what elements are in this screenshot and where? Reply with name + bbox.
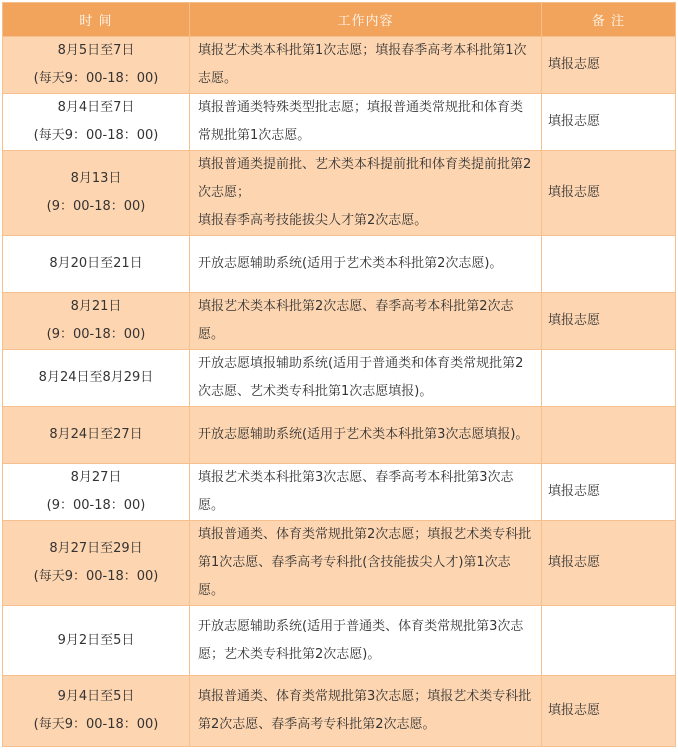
time-cell bbox=[3, 521, 190, 606]
schedule-table bbox=[2, 2, 676, 747]
work-line: 填报普通类提前批、艺术类本科提前批和体育类提前批第2次志愿； bbox=[198, 157, 532, 200]
time-line: (9：00-18：00) bbox=[46, 327, 146, 342]
note-cell bbox=[542, 407, 676, 464]
note-cell: 填报志愿 bbox=[542, 521, 676, 606]
header-time: 时 间 bbox=[3, 3, 190, 37]
table-row bbox=[3, 94, 676, 151]
work-cell: 开放志愿辅助系统(适用于普通类、体育类常规批第3次志愿；艺术类专科批第2次志愿)。 bbox=[190, 606, 542, 676]
time-line: 9月2日至5日 bbox=[57, 632, 135, 648]
table-row bbox=[3, 606, 676, 676]
time-line: (每天9：00-18：00) bbox=[33, 569, 159, 584]
work-cell: 填报艺术类本科批第1次志愿；填报春季高考本科批第1次志愿。 bbox=[190, 37, 542, 94]
time-line: (9：00-18：00) bbox=[46, 199, 146, 214]
note-cell bbox=[542, 606, 676, 676]
note-cell: 填报志愿 bbox=[542, 94, 676, 151]
header-row bbox=[3, 3, 676, 37]
time-line: 8月21日 bbox=[70, 299, 122, 314]
time-line: 8月13日 bbox=[70, 171, 122, 186]
note-cell bbox=[542, 236, 676, 293]
time-line: (每天9：00-18：00) bbox=[33, 71, 159, 86]
work-cell: 填报普通类、体育类常规批第3次志愿；填报艺术类专科批第2次志愿、春季高考专科批第2次志愿。 bbox=[190, 676, 542, 747]
table-row bbox=[3, 350, 676, 407]
time-line: 9月4日至5日 bbox=[57, 689, 135, 704]
time-line: 8月20日至21日 bbox=[49, 256, 143, 271]
table-row bbox=[3, 236, 676, 293]
note-cell: 填报志愿 bbox=[542, 293, 676, 350]
table-row bbox=[3, 521, 676, 606]
table-row bbox=[3, 676, 676, 747]
time-line: 8月4日至7日 bbox=[57, 100, 135, 115]
time-line: 8月27日至29日 bbox=[49, 541, 143, 556]
time-cell bbox=[3, 37, 190, 94]
time-cell bbox=[3, 407, 190, 464]
table-row bbox=[3, 293, 676, 350]
time-cell bbox=[3, 350, 190, 407]
note-cell: 填报志愿 bbox=[542, 151, 676, 236]
work-cell: 填报艺术类本科批第2次志愿、春季高考本科批第2次志愿。 bbox=[190, 293, 542, 350]
table-row bbox=[3, 151, 676, 236]
time-line: 8月5日至7日 bbox=[57, 43, 135, 58]
time-line: (每天9：00-18：00) bbox=[33, 128, 159, 143]
note-cell: 填报志愿 bbox=[542, 37, 676, 94]
time-cell bbox=[3, 151, 190, 236]
time-line: (9：00-18：00) bbox=[46, 498, 146, 513]
work-cell: 填报艺术类本科批第3次志愿、春季高考本科批第3次志愿。 bbox=[190, 464, 542, 521]
table-body bbox=[3, 37, 676, 747]
time-cell bbox=[3, 464, 190, 521]
note-cell: 填报志愿 bbox=[542, 464, 676, 521]
time-cell bbox=[3, 606, 190, 676]
time-cell bbox=[3, 236, 190, 293]
time-line: 8月27日 bbox=[70, 470, 122, 485]
work-cell bbox=[190, 151, 542, 236]
time-line: 8月24日至27日 bbox=[49, 427, 143, 442]
table-row bbox=[3, 37, 676, 94]
work-cell: 开放志愿辅助系统(适用于艺术类本科批第2次志愿)。 bbox=[190, 236, 542, 293]
time-cell bbox=[3, 293, 190, 350]
header-work: 工作内容 bbox=[190, 3, 542, 37]
table-header bbox=[3, 3, 676, 37]
table-row bbox=[3, 407, 676, 464]
work-cell: 开放志愿填报辅助系统(适用于普通类和体育类常规批第2次志愿、艺术类专科批第1次志愿填报)。 bbox=[190, 350, 542, 407]
note-cell: 填报志愿 bbox=[542, 676, 676, 747]
header-note: 备 注 bbox=[542, 3, 676, 37]
work-cell: 填报普通类特殊类型批志愿；填报普通类常规批和体育类常规批第1次志愿。 bbox=[190, 94, 542, 151]
time-cell bbox=[3, 94, 190, 151]
work-cell: 填报普通类、体育类常规批第2次志愿；填报艺术类专科批第1次志愿、春季高考专科批(含技能拔尖人才)第1次志愿。 bbox=[190, 521, 542, 606]
work-line: 填报春季高考技能拔尖人才第2次志愿。 bbox=[198, 213, 428, 228]
time-cell bbox=[3, 676, 190, 747]
table-row bbox=[3, 464, 676, 521]
time-line: 8月24日至8月29日 bbox=[38, 370, 154, 385]
note-cell bbox=[542, 350, 676, 407]
time-line: (每天9：00-18：00) bbox=[33, 717, 159, 732]
work-cell: 开放志愿辅助系统(适用于艺术类本科批第3次志愿填报)。 bbox=[190, 407, 542, 464]
